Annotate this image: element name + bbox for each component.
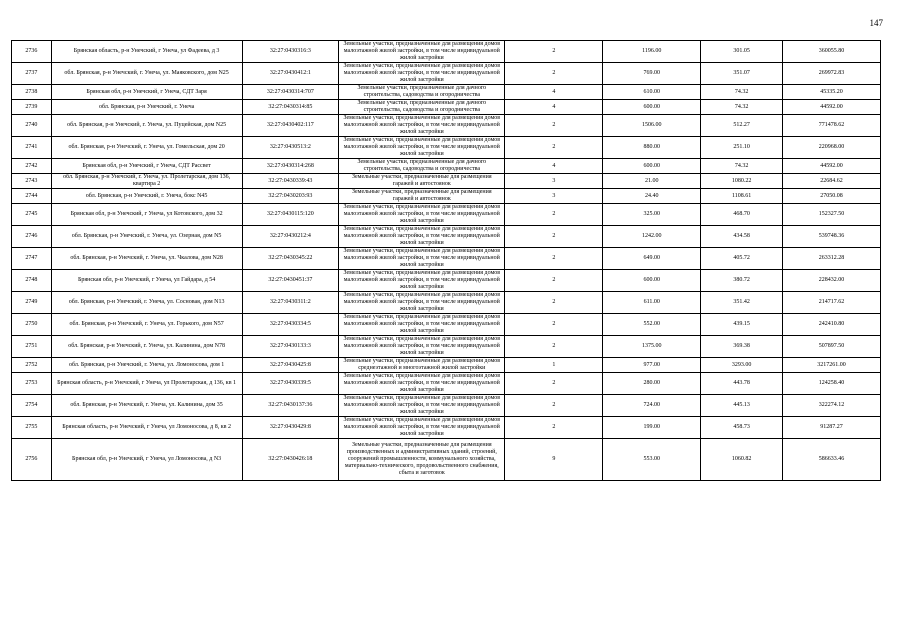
cadastral-number-cell: 32:27:0430402:117 [242, 115, 339, 137]
area-cell: 724.00 [603, 395, 701, 417]
land-use-cell: Земельные участки, предназначенные для размещения домов малоэтажной жилой застройки, в том числе индивидуальной жилой застройки [339, 63, 505, 85]
land-use-cell: Земельные участки, предназначенные для размещения гаражей и автостоянок [339, 189, 505, 204]
area-cell: 611.00 [603, 292, 701, 314]
specific-value-cell: 445.13 [701, 395, 783, 417]
table-row [12, 358, 881, 373]
row-number-cell: 2748 [12, 270, 52, 292]
land-use-cell: Земельные участки, предназначенные для размещения гаражей и автостоянок [339, 174, 505, 189]
area-cell: 600.00 [603, 270, 701, 292]
area-cell: 1196.00 [603, 41, 701, 63]
use-group-cell: 2 [505, 373, 603, 395]
area-cell: 1242.00 [603, 226, 701, 248]
cadastral-value-cell: 91287.27 [783, 417, 881, 439]
cadastral-number-cell: 32:27:0430316:3 [242, 41, 339, 63]
land-use-cell: Земельные участки, предназначенные для размещения домов малоэтажной жилой застройки, в том числе индивидуальной жилой застройки [339, 204, 505, 226]
specific-value-cell: 380.72 [701, 270, 783, 292]
table-row [12, 100, 881, 115]
table-row [12, 204, 881, 226]
area-cell: 21.00 [603, 174, 701, 189]
address-cell: обл. Брянская, р-н Унечский, г. Унеча [51, 100, 242, 115]
specific-value-cell: 369.38 [701, 336, 783, 358]
use-group-cell: 2 [505, 314, 603, 336]
cadastral-value-cell: 539748.36 [783, 226, 881, 248]
specific-value-cell: 351.42 [701, 292, 783, 314]
land-use-cell: Земельные участки, предназначенные для размещения производственных и административных зданий, строений, сооружений промышленности, коммунального хозяйства, материально-технического, продовольственного снабжения, сбыта и заготовок [339, 439, 505, 481]
use-group-cell: 3 [505, 189, 603, 204]
area-cell: 325.00 [603, 204, 701, 226]
area-cell: 600.00 [603, 100, 701, 115]
specific-value-cell: 512.27 [701, 115, 783, 137]
use-group-cell: 2 [505, 395, 603, 417]
address-cell: Брянская область, р-н Унечский, г Унеча, ул Пролетарская, д 136, кв 1 [51, 373, 242, 395]
row-number-cell: 2756 [12, 439, 52, 481]
specific-value-cell: 74.32 [701, 85, 783, 100]
cadastral-value-table [11, 40, 881, 481]
specific-value-cell: 1108.61 [701, 189, 783, 204]
row-number-cell: 2755 [12, 417, 52, 439]
table-row [12, 248, 881, 270]
use-group-cell: 2 [505, 115, 603, 137]
address-cell: обл. Брянская, р-н Унечский, г. Унеча, ул. Пролетарская, дом 136, квартира 2 [51, 174, 242, 189]
area-cell: 1506.00 [603, 115, 701, 137]
land-use-cell: Земельные участки, предназначенные для размещения домов малоэтажной жилой застройки, в том числе индивидуальной жилой застройки [339, 417, 505, 439]
cadastral-number-cell: 32:27:0430115:120 [242, 204, 339, 226]
land-use-cell: Земельные участки, предназначенные для размещения домов малоэтажной жилой застройки, в том числе индивидуальной жилой застройки [339, 137, 505, 159]
land-use-cell: Земельные участки, предназначенные для дачного строительства, садоводства и огородничества [339, 159, 505, 174]
land-use-cell: Земельные участки, предназначенные для размещения домов малоэтажной жилой застройки, в том числе индивидуальной жилой застройки [339, 226, 505, 248]
specific-value-cell: 405.72 [701, 248, 783, 270]
area-cell: 553.00 [603, 439, 701, 481]
table-row [12, 41, 881, 63]
address-cell: Брянская обл, р-н Унечский, г Унеча, ул Котовского, дом 32 [51, 204, 242, 226]
area-cell: 769.00 [603, 63, 701, 85]
use-group-cell: 2 [505, 336, 603, 358]
cadastral-number-cell: 32:27:0430314:268 [242, 159, 339, 174]
use-group-cell: 2 [505, 292, 603, 314]
address-cell: обл. Брянская, р-н Унечский, г. Унеча, ул. Калинина, дом 35 [51, 395, 242, 417]
row-number-cell: 2747 [12, 248, 52, 270]
land-use-cell: Земельные участки, предназначенные для размещения домов малоэтажной жилой застройки, в том числе индивидуальной жилой застройки [339, 314, 505, 336]
address-cell: обл. Брянская, р-н Унечский, г. Унеча, ул. Сосновая, дом N13 [51, 292, 242, 314]
cadastral-number-cell: 32:27:0430426:18 [242, 439, 339, 481]
table-row [12, 85, 881, 100]
specific-value-cell: 1080.22 [701, 174, 783, 189]
specific-value-cell: 434.58 [701, 226, 783, 248]
area-cell: 977.00 [603, 358, 701, 373]
address-cell: обл. Брянская, р-н Унечский, г. Унеча, бокс N45 [51, 189, 242, 204]
cadastral-number-cell: 32:27:0430429:8 [242, 417, 339, 439]
cadastral-value-cell: 586633.46 [783, 439, 881, 481]
row-number-cell: 2742 [12, 159, 52, 174]
cadastral-value-cell: 152327.50 [783, 204, 881, 226]
row-number-cell: 2744 [12, 189, 52, 204]
row-number-cell: 2753 [12, 373, 52, 395]
row-number-cell: 2739 [12, 100, 52, 115]
cadastral-number-cell: 32:27:0430203:93 [242, 189, 339, 204]
cadastral-number-cell: 32:27:0430311:2 [242, 292, 339, 314]
cadastral-value-cell: 228432.00 [783, 270, 881, 292]
area-cell: 1375.00 [603, 336, 701, 358]
address-cell: обл. Брянская, р-н Унечский, г. Унеча, ул. Маяковского, дом N25 [51, 63, 242, 85]
cadastral-value-cell: 263312.28 [783, 248, 881, 270]
use-group-cell: 2 [505, 417, 603, 439]
use-group-cell: 3 [505, 174, 603, 189]
address-cell: Брянская обл, р-н Унечский, г Унеча, ул Гайдара, д 54 [51, 270, 242, 292]
row-number-cell: 2752 [12, 358, 52, 373]
area-cell: 24.40 [603, 189, 701, 204]
cadastral-value-cell: 45335.20 [783, 85, 881, 100]
cadastral-value-cell: 242410.80 [783, 314, 881, 336]
use-group-cell: 4 [505, 100, 603, 115]
row-number-cell: 2745 [12, 204, 52, 226]
cadastral-value-cell: 3217261.00 [783, 358, 881, 373]
use-group-cell: 9 [505, 439, 603, 481]
cadastral-number-cell: 32:27:0430339:5 [242, 373, 339, 395]
row-number-cell: 2743 [12, 174, 52, 189]
table-row [12, 270, 881, 292]
use-group-cell: 2 [505, 248, 603, 270]
specific-value-cell: 74.32 [701, 100, 783, 115]
cadastral-number-cell: 32:27:0430345:22 [242, 248, 339, 270]
address-cell: обл. Брянская, р-н Унечский, г. Унеча, ул. Ломоносова, дом 1 [51, 358, 242, 373]
land-use-cell: Земельные участки, предназначенные для размещения домов малоэтажной жилой застройки, в том числе индивидуальной жилой застройки [339, 292, 505, 314]
table-row [12, 292, 881, 314]
cadastral-number-cell: 32:27:0430425:8 [242, 358, 339, 373]
cadastral-value-cell: 322274.12 [783, 395, 881, 417]
table-row [12, 226, 881, 248]
address-cell: Брянская обл, р-н Унечский, г Унеча, СДТ Заря [51, 85, 242, 100]
cadastral-value-cell: 124258.40 [783, 373, 881, 395]
table-row [12, 137, 881, 159]
table-row [12, 395, 881, 417]
row-number-cell: 2751 [12, 336, 52, 358]
row-number-cell: 2741 [12, 137, 52, 159]
use-group-cell: 2 [505, 137, 603, 159]
land-use-cell: Земельные участки, предназначенные для размещения домов малоэтажной жилой застройки, в том числе индивидуальной жилой застройки [339, 248, 505, 270]
address-cell: обл. Брянская, р-н Унечский, г. Унеча, ул. Пуцейская, дом N25 [51, 115, 242, 137]
use-group-cell: 2 [505, 41, 603, 63]
address-cell: обл. Брянская, р-н Унечский, г. Унеча, ул. Гомельская, дом 20 [51, 137, 242, 159]
cadastral-value-cell: 44592.00 [783, 100, 881, 115]
address-cell: Брянская обл, р-н Унечский, г Унеча, ул Ломоносова, д N3 [51, 439, 242, 481]
area-cell: 649.00 [603, 248, 701, 270]
area-cell: 600.00 [603, 159, 701, 174]
row-number-cell: 2754 [12, 395, 52, 417]
specific-value-cell: 3293.00 [701, 358, 783, 373]
land-use-cell: Земельные участки, предназначенные для размещения домов малоэтажной жилой застройки, в том числе индивидуальной жилой застройки [339, 373, 505, 395]
address-cell: Брянская область, р-н Унечский, г Унеча, ул Фадеева, д 3 [51, 41, 242, 63]
land-use-cell: Земельные участки, предназначенные для размещения домов малоэтажной жилой застройки, в том числе индивидуальной жилой застройки [339, 41, 505, 63]
use-group-cell: 2 [505, 270, 603, 292]
row-number-cell: 2740 [12, 115, 52, 137]
specific-value-cell: 301.05 [701, 41, 783, 63]
land-use-cell: Земельные участки, предназначенные для размещения домов малоэтажной жилой застройки, в том числе индивидуальной жилой застройки [339, 336, 505, 358]
cadastral-value-cell: 220968.00 [783, 137, 881, 159]
land-use-cell: Земельные участки, предназначенные для дачного строительства, садоводства и огородничества [339, 100, 505, 115]
land-use-cell: Земельные участки, предназначенные для размещения домов малоэтажной жилой застройки, в том числе индивидуальной жилой застройки [339, 270, 505, 292]
table-row [12, 115, 881, 137]
cadastral-value-cell: 27050.08 [783, 189, 881, 204]
cadastral-number-cell: 32:27:0430314:707 [242, 85, 339, 100]
cadastral-number-cell: 32:27:0430339:43 [242, 174, 339, 189]
cadastral-value-cell: 44592.00 [783, 159, 881, 174]
table-row [12, 159, 881, 174]
cadastral-value-cell: 360055.80 [783, 41, 881, 63]
cadastral-number-cell: 32:27:0430412:1 [242, 63, 339, 85]
use-group-cell: 4 [505, 85, 603, 100]
address-cell: обл. Брянская, р-н Унечский, г. Унеча, ул. Озерная, дом N5 [51, 226, 242, 248]
page-number: 147 [869, 18, 883, 28]
table-row [12, 336, 881, 358]
address-cell: обл. Брянская, р-н Унечский, г. Унеча, ул. Чкалова, дом N28 [51, 248, 242, 270]
address-cell: Брянская обл, р-н Унечский, г Унеча, СДТ Рассвет [51, 159, 242, 174]
cadastral-number-cell: 32:27:0430334:5 [242, 314, 339, 336]
cadastral-value-cell: 507897.50 [783, 336, 881, 358]
address-cell: Брянская область, р-н Унечский, г Унеча, ул Ломоносова, д 8, кв 2 [51, 417, 242, 439]
use-group-cell: 4 [505, 159, 603, 174]
cadastral-value-cell: 22684.62 [783, 174, 881, 189]
specific-value-cell: 74.32 [701, 159, 783, 174]
table-row [12, 314, 881, 336]
specific-value-cell: 251.10 [701, 137, 783, 159]
use-group-cell: 2 [505, 226, 603, 248]
table-row [12, 63, 881, 85]
use-group-cell: 2 [505, 63, 603, 85]
land-use-cell: Земельные участки, предназначенные для размещения домов малоэтажной жилой застройки, в том числе индивидуальной жилой застройки [339, 115, 505, 137]
row-number-cell: 2736 [12, 41, 52, 63]
row-number-cell: 2737 [12, 63, 52, 85]
table-row [12, 439, 881, 481]
table-body [12, 41, 881, 481]
specific-value-cell: 458.73 [701, 417, 783, 439]
row-number-cell: 2749 [12, 292, 52, 314]
use-group-cell: 2 [505, 204, 603, 226]
address-cell: обл. Брянская, р-н Унечский, г. Унеча, ул. Калинина, дом N78 [51, 336, 242, 358]
land-use-cell: Земельные участки, предназначенные для дачного строительства, садоводства и огородничества [339, 85, 505, 100]
cadastral-value-cell: 214717.62 [783, 292, 881, 314]
area-cell: 552.00 [603, 314, 701, 336]
address-cell: обл. Брянская, р-н Унечский, г. Унеча, ул. Горького, дом N57 [51, 314, 242, 336]
cadastral-value-cell: 771478.62 [783, 115, 881, 137]
area-cell: 610.00 [603, 85, 701, 100]
row-number-cell: 2746 [12, 226, 52, 248]
area-cell: 199.00 [603, 417, 701, 439]
specific-value-cell: 351.07 [701, 63, 783, 85]
row-number-cell: 2750 [12, 314, 52, 336]
cadastral-number-cell: 32:27:0430314:85 [242, 100, 339, 115]
specific-value-cell: 468.70 [701, 204, 783, 226]
cadastral-number-cell: 32:27:0430212:4 [242, 226, 339, 248]
cadastral-number-cell: 32:27:0430513:2 [242, 137, 339, 159]
specific-value-cell: 443.78 [701, 373, 783, 395]
cadastral-number-cell: 32:27:0430133:3 [242, 336, 339, 358]
land-use-cell: Земельные участки, предназначенные для размещения домов малоэтажной жилой застройки, в том числе индивидуальной жилой застройки [339, 395, 505, 417]
area-cell: 880.00 [603, 137, 701, 159]
cadastral-number-cell: 32:27:0430137:36 [242, 395, 339, 417]
cadastral-number-cell: 32:27:0430451:37 [242, 270, 339, 292]
cadastral-value-cell: 269972.83 [783, 63, 881, 85]
specific-value-cell: 439.15 [701, 314, 783, 336]
table-row [12, 189, 881, 204]
row-number-cell: 2738 [12, 85, 52, 100]
table-row [12, 373, 881, 395]
table-row [12, 174, 881, 189]
area-cell: 280.00 [603, 373, 701, 395]
land-use-cell: Земельные участки, предназначенные для размещения домов среднеэтажной и многоэтажной жилой застройки [339, 358, 505, 373]
use-group-cell: 1 [505, 358, 603, 373]
specific-value-cell: 1060.82 [701, 439, 783, 481]
table-row [12, 417, 881, 439]
